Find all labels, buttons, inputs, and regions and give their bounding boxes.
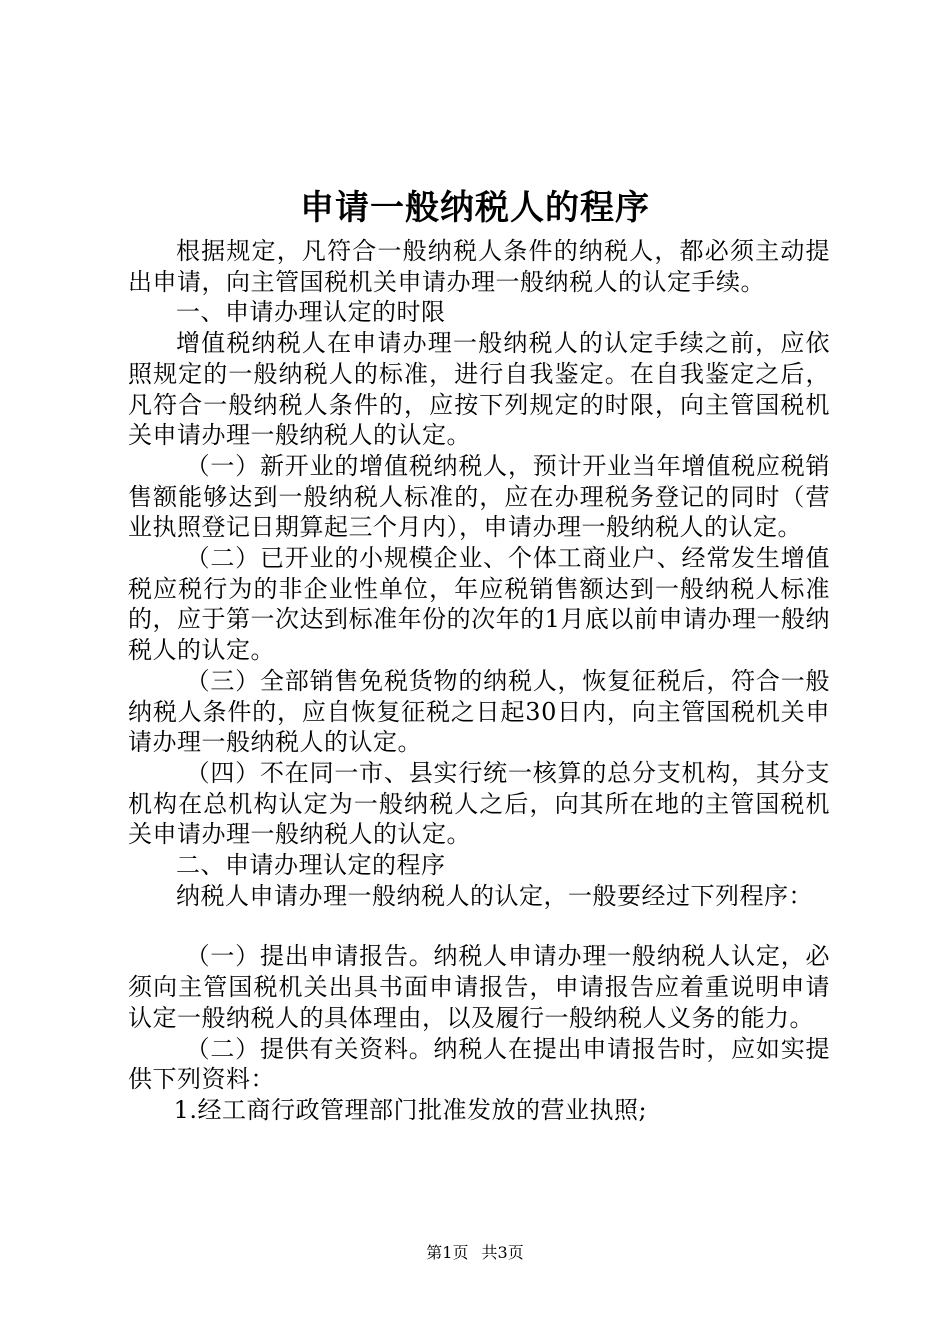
document-body bbox=[128, 236, 830, 1126]
list-item: （三）全部销售免税货物的纳税人，恢复征税后，符合一般纳税人条件的，应自恢复征税之日起30日内，向主管国税机关申请办理一般纳税人的认定。 bbox=[128, 666, 830, 757]
list-item: 1.经工商行政管理部门批准发放的营业执照; bbox=[173, 1095, 648, 1124]
list-item: （一）提出申请报告。纳税人申请办理一般纳税人认定，必须向主管国税机关出具书面申请报告，申请报告应着重说明申请认定一般纳税人的具体理由，以及履行一般纳税人义务的能力。 bbox=[128, 942, 830, 1032]
list-item: （一）新开业的增值税纳税人，预计开业当年增值税应税销售额能够达到一般纳税人标准的，应在办理税务登记的同时（营业执照登记日期算起三个月内），申请办理一般纳税人的认定。 bbox=[128, 451, 830, 542]
document-title: 申请一般纳税人的程序 bbox=[300, 188, 650, 228]
section-heading-2: 二、申请办理认定的程序 bbox=[176, 851, 446, 880]
paragraph-intro: 根据规定，凡符合一般纳税人条件的纳税人，都必须主动提出申请，向主管国税机关申请办理一般纳税人的认定手续。 bbox=[128, 237, 830, 296]
paragraph: 增值税纳税人在申请办理一般纳税人的认定手续之前，应依照规定的一般纳税人的标准，进行自我鉴定。在自我鉴定之后，凡符合一般纳税人条件的，应按下列规定的时限，向主管国税机关申请办理一般纳税人的认定。 bbox=[128, 329, 830, 450]
paragraph: 纳税人申请办理一般纳税人的认定，一般要经过下列程序： bbox=[176, 881, 813, 910]
list-item: （四）不在同一市、县实行统一核算的总分支机构，其分支机构在总机构认定为一般纳税人之后，向其所在地的主管国税机关申请办理一般纳税人的认定。 bbox=[128, 758, 830, 849]
page-number: 第1页 bbox=[426, 1243, 469, 1262]
page-footer bbox=[0, 1242, 950, 1264]
section-heading-1: 一、申请办理认定的时限 bbox=[176, 298, 446, 327]
list-item: （二）提供有关资料。纳税人在提出申请报告时，应如实提供下列资料： bbox=[128, 1034, 830, 1094]
list-item: （二）已开业的小规模企业、个体工商业户、经常发生增值税应税行为的非企业性单位，年应税销售额达到一般纳税人标准的，应于第一次达到标准年份的次年的1月底以前申请办理一般纳税人的认定。 bbox=[128, 544, 830, 665]
page-total: 共3页 bbox=[481, 1243, 524, 1262]
